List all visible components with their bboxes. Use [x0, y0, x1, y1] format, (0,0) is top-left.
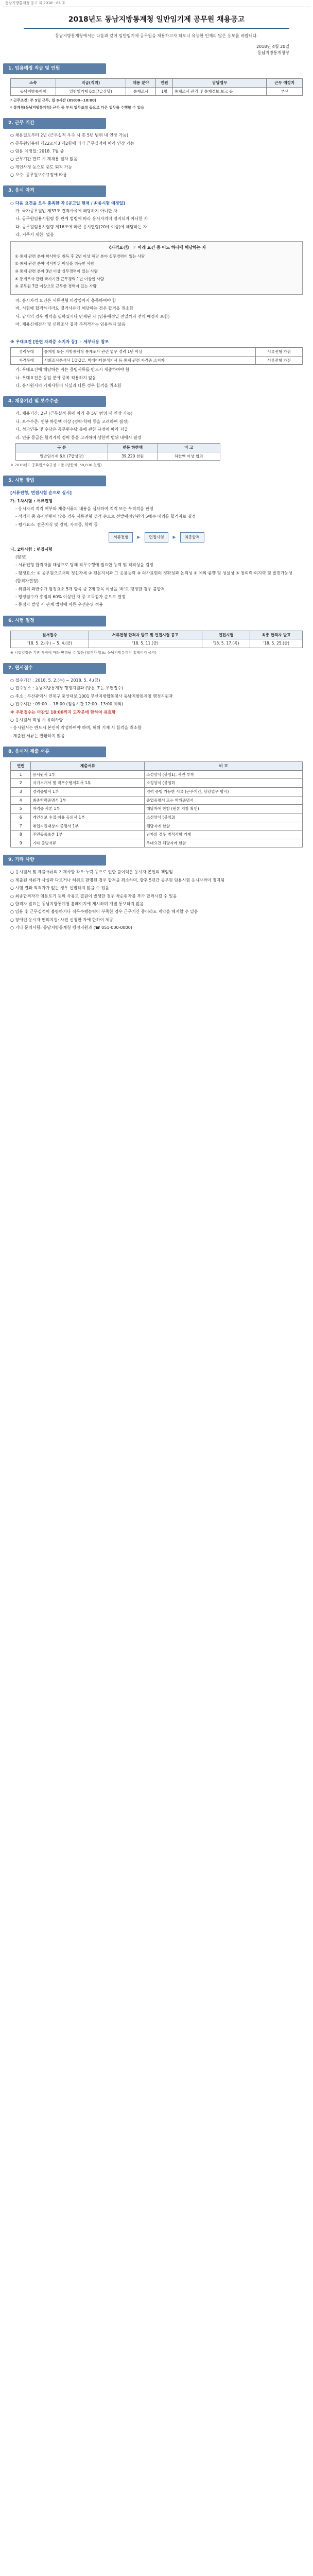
preference-table: [10, 347, 303, 365]
table-cell: 부산: [267, 87, 303, 96]
salary-item: 다. 성과연봉 및 수당은 공무원수당 등에 관한 규정에 따라 지급: [15, 427, 128, 432]
pass-criteria-item: - 동점자 발생 시 관계 법령에 따른 우선순위 적용: [15, 602, 103, 607]
table-cell: 자격증 사본 1부: [31, 805, 145, 814]
section-title: 1. 임용예정 직급 및 인원: [3, 63, 106, 74]
table-cell: 소정양식 (붙임2): [145, 779, 303, 788]
qualification-note: 바. 시험에 합격하더라도 결격사유에 해당하는 경우 합격을 취소함: [15, 306, 133, 311]
box-title: 《자격요건》 ☞ 아래 요건 중 어느 하나에 해당하는 자: [107, 245, 206, 250]
table-header-cell: 근무 예정지: [267, 79, 303, 88]
qualification-item: 다. 공무원임용시험령 제16조에 따른 응시연령(20세 이상)에 해당하는 자: [15, 224, 147, 229]
schedule-note: ※ 시험일정은 기관 사정에 따라 변경될 수 있음 (합격자 발표: 동남지방통계청 홈페이지 공지): [10, 651, 156, 655]
table-cell: 4: [11, 796, 31, 805]
qualification-box: [10, 241, 303, 295]
table-header-cell: 비 고: [145, 762, 303, 771]
application-item: ○ 접수기간 : 2018. 5. 2.(수) ~ 2018. 5. 4.(금): [10, 678, 100, 683]
table-cell: 3: [11, 788, 31, 796]
positions-table: [10, 78, 303, 96]
table-row: [11, 347, 303, 356]
flow-step: 최종합격: [180, 532, 204, 543]
preference-note: 다. 응시원서의 기재사항이 사실과 다른 경우 합격을 취소함: [15, 383, 121, 388]
table-cell: 해당자에 한함 (원본 지참 확인): [145, 805, 303, 814]
note: * 근무조건: 주 5일 근무, 일 8시간 (09:00~18:00): [10, 98, 97, 103]
table-cell: 우대요건 해당자에 한함: [145, 839, 303, 848]
table-cell: 통계조사 관리 및 통계정보 보고 등: [173, 87, 267, 96]
qualification-note: 마. 응시자격 요건은 서류전형 마감일까지 충족하여야 함: [15, 298, 116, 303]
table-cell: 개인정보 수집·이용 동의서 1부: [31, 813, 145, 822]
other-item: ○ 임용 후 근무실적이 불량하거나 직무수행능력이 부족한 경우 근무기간 중이라도 계약을 해지할 수 있음: [10, 909, 198, 914]
table-cell: 1: [11, 770, 31, 779]
date-block: [3, 44, 289, 56]
table-row: [11, 796, 303, 805]
table-cell: 통계청 또는 지방통계청 통계조사 관련 업무 경력 1년 이상: [42, 347, 255, 356]
table-cell: 일반임기제 6호 (7급상당): [16, 452, 108, 461]
table-cell: 남자의 경우 병적사항 기재: [145, 831, 303, 839]
table-header-cell: 인원: [156, 79, 173, 88]
table-cell: 39,220 천원: [108, 452, 158, 461]
section-title: 3. 응시 자격: [3, 185, 106, 196]
table-cell: 자격우대: [11, 356, 43, 365]
work-period-list: [3, 129, 310, 178]
section-application: [3, 663, 310, 739]
table-row: [11, 839, 303, 848]
table-cell: 2: [11, 779, 31, 788]
table-header-cell: 비 고: [158, 443, 220, 452]
table-cell: 서류전형 가점: [256, 356, 303, 365]
table-cell: '18. 5. 25.(금): [250, 639, 303, 648]
table-cell: 자기소개서 및 직무수행계획서 1부: [31, 779, 145, 788]
document-review-item: - 응시자격 적격 여부와 제출서류의 내용을 심사하여 적격 또는 부적격을 판정: [15, 506, 153, 511]
application-note: ○ 응시원서 작성 시 유의사항: [10, 717, 63, 722]
table-cell: 졸업증명서 또는 학위증명서: [145, 796, 303, 805]
table-header-cell: 원서접수: [11, 631, 89, 639]
preference-note: 가. 우대요건에 해당하는 자는 증빙서류를 반드시 제출하여야 함: [15, 367, 130, 372]
section-work-period: [3, 118, 310, 178]
table-cell: 소정양식 (붙임1), 사진 부착: [145, 770, 303, 779]
work-period-item: ○ 공무원임용령 제22조의3 제2항에 따라 근무실적에 따라 연장 가능: [10, 141, 134, 146]
document-review-item: - 적격자 중 응시인원이 많을 경우 서류전형 성적 순으로 선발예정인원의 5배수 내외를 합격자로 결정: [15, 514, 196, 519]
table-cell: 일반임기제 6호(7급상당): [56, 87, 126, 96]
table-row: [11, 87, 303, 96]
page-title: 2018년도 동남지방통계청 일반임기제 공무원 채용공고: [24, 14, 289, 29]
table-cell: '18. 5. 17.(목): [202, 639, 250, 648]
table-cell: 7: [11, 822, 31, 831]
pass-criteria-item: - 위원의 과반수가 평정요소 5개 항목 중 2개 항목 이상을 '하'로 평정한 경우 불합격: [15, 586, 165, 591]
table-header-cell: 연번: [11, 762, 31, 771]
table-row: [11, 813, 303, 822]
arrow-right-icon: ▶: [137, 534, 141, 539]
documents-table: [10, 761, 303, 848]
title-block: [24, 14, 289, 40]
table-row: [11, 788, 303, 796]
other-item: ○ 기타 문의사항: 동남지방통계청 행정지원과 (☎ 051-000-0000): [10, 925, 132, 930]
other-item: ○ 장애인 응시자 편의지원: 사전 신청한 자에 한하여 제공: [10, 917, 114, 922]
table-row: [11, 770, 303, 779]
table-row: [11, 356, 303, 365]
flow-step: 면접시험: [145, 532, 169, 543]
table-cell: 경력 증빙 가능한 서류 (근무기간, 담당업무 명시): [145, 788, 303, 796]
arrow-right-icon: ▶: [172, 534, 176, 539]
application-item: ○ 주소 : 부산광역시 연제구 중앙대로 1001 부산지방합동청사 동남지방통계청 행정지원과: [10, 693, 173, 699]
other-item: ○ 합격자 발표는 동남지방통계청 홈페이지에 게시하며 개별 통보하지 않음: [10, 902, 144, 907]
other-item: ○ 응시원서 및 제출서류의 기재사항 착오·누락 등으로 인한 불이익은 응시자 본인의 책임임: [10, 870, 173, 875]
application-note: - 제출된 서류는 반환하지 않음: [10, 733, 65, 738]
table-header-cell: 제출서류: [31, 762, 145, 771]
qualification-requirement: ⑤ 공무원 7급 이상으로 근무한 경력이 있는 사람: [15, 284, 97, 289]
intro-text: 동남지방통계청에서는 다음과 같이 일반임기제 공무원을 채용하고자 하오니 유능한 인재의 많은 응모를 바랍니다.: [55, 33, 258, 39]
table-row: [11, 822, 303, 831]
table-row: [11, 805, 303, 814]
qualification-lead: ○ 다음 요건을 모두 충족한 자 [공고일 현재 / 최종시험 예정일]: [10, 200, 125, 206]
exam-stage-1: 가. 1차시험 : 서류전형: [10, 498, 53, 503]
table-cell: 통계조사: [126, 87, 156, 96]
table-cell: 취업지원대상자 증명서 1부: [31, 822, 145, 831]
document-review-item: - 평가요소: 전문지식 및 경력, 자격증, 학력 등: [15, 522, 98, 527]
work-period-item: ○ 보수: 공무원보수규정에 따름: [10, 173, 67, 178]
qualification-note: 아. 채용신체검사 및 신원조사 결과 부적격자는 임용하지 않음: [15, 322, 126, 327]
schedule-table: [10, 631, 303, 648]
section-title: 7. 원서접수: [3, 663, 106, 674]
issuer-name: 동남지방통계청장: [257, 50, 289, 56]
table-cell: 응시원서 1부: [31, 770, 145, 779]
flow-step: 서류전형: [109, 532, 133, 543]
qualification-requirement: ① 통계 관련 분야 학사학위 취득 후 2년 이상 해당 분야 실무경력이 있는 사람: [15, 253, 145, 259]
table-cell: 사회조사분석사 1급·2급, 빅데이터분석기사 등 통계 관련 자격증 소지자: [42, 356, 255, 365]
table-header-cell: 면접시험: [202, 631, 250, 639]
section-schedule: [3, 616, 310, 656]
section-exam-method: [3, 476, 310, 608]
salary-item: 가. 채용기간: 2년 (근무실적 등에 따라 총 5년 범위 내 연장 가능): [15, 411, 133, 416]
other-item: ○ 시험 결과 적격자가 없는 경우 선발하지 않을 수 있음: [10, 886, 110, 891]
table-cell: '18. 5. 2.(수) ~ 5. 4.(금): [11, 639, 89, 648]
work-period-item: ○ 채용일로부터 2년 (근무실적 우수 시 총 5년 범위 내 연장 가능): [10, 133, 129, 138]
table-cell: 6: [11, 813, 31, 822]
top-bar: [3, 0, 310, 7]
note: * 통계청(동남지방통계청) 근무 중 부서 업무조정 등으로 다른 업무를 수행할 수 있음: [10, 106, 145, 110]
qualification-item: 라. 거주지 제한: 없음: [15, 232, 54, 238]
section-preference: [3, 335, 310, 389]
salary-note: ※ 2018년도 공무원보수규정 기준 (상한액: 58,830 천원): [10, 463, 102, 468]
qualification-requirement: ③ 통계 관련 분야 3년 이상 실무경력이 있는 사람: [15, 269, 98, 274]
section-title: 9. 기타 사항: [3, 855, 106, 866]
preference-note: 나. 우대요건은 동일 분야 중복 적용하지 않음: [15, 375, 96, 380]
section-qualifications: [3, 185, 310, 328]
table-header-cell: 연봉 하한액: [108, 443, 158, 452]
table-row: [11, 831, 303, 839]
eval-head: (평정): [15, 555, 27, 560]
table-cell: 소정양식 (붙임3): [145, 813, 303, 822]
table-cell: 5: [11, 805, 31, 814]
table-cell: 경력증명서 1부: [31, 788, 145, 796]
qualification-requirement: ② 통계 관련 분야 석사학위 이상을 취득한 사람: [15, 261, 94, 266]
exam-stage-2: 나. 2차시험 : 면접시험: [10, 547, 53, 552]
exam-intro: [서류전형, 면접시험 순으로 실시]: [10, 490, 72, 496]
table-cell: 주민등록초본 1부: [31, 831, 145, 839]
other-item: ○ 최종합격자가 임용포기 등의 사유로 결원이 발생한 경우 차순위자를 추가 합격시킬 수 있음: [10, 893, 177, 899]
application-item: ○ 접수시간 : 09:00 ~ 18:00 (점심시간 12:00~13:00 제외): [10, 702, 124, 707]
table-cell: 경력우대: [11, 347, 43, 356]
table-row: [11, 639, 303, 648]
table-cell: 1명: [156, 87, 173, 96]
table-cell: 하한액 이상 협의: [158, 452, 220, 461]
salary-item: 나. 보수수준: 연봉 하한액 이상 (경력·학력 등을 고려하여 결정): [15, 419, 129, 424]
table-header-cell: 최종 합격자 발표: [250, 631, 303, 639]
table-header-cell: 채용 분야: [126, 79, 156, 88]
work-period-item: ○ 개인사정 등으로 중도 퇴직 가능: [10, 164, 73, 170]
table-header-cell: 서류전형 합격자 발표 및 면접시험 공고: [89, 631, 202, 639]
table-cell: 8: [11, 831, 31, 839]
table-header-cell: 소속: [11, 79, 56, 88]
other-item: ○ 제출된 서류가 사실과 다르거나 허위로 판명된 경우 합격을 취소하며, 향후 5년간 공무원 임용시험 응시자격이 정지됨: [10, 877, 224, 883]
pass-criteria-item: - 평정점수가 총점의 60% 이상인 자 중 고득점자 순으로 결정: [15, 595, 126, 600]
section-title: 4. 채용기간 및 보수수준: [3, 396, 106, 407]
qualification-item: 가. 국가공무원법 제33조 결격사유에 해당하지 아니한 자: [15, 208, 117, 213]
section-title: 2. 근무 기간: [3, 118, 106, 129]
salary-table: [15, 443, 220, 461]
section-title: 6. 시험 일정: [3, 616, 106, 626]
section-title: 5. 시험 방법: [3, 476, 106, 486]
application-note: - 응시원서는 반드시 본인이 작성하여야 하며, 허위 기재 시 합격을 취소함: [10, 725, 142, 731]
interview-item: - 평정요소: ① 공무원으로서의 정신자세 ② 전문지식과 그 응용능력 ③ 의사표현의 정확성과 논리성 ④ 예의·품행 및 성실성 ⑤ 창의력·의지력 및 발전가능성: [15, 570, 292, 575]
application-warning: ※ 우편접수는 마감일 18:00까지 도착분에 한하여 유효함: [10, 709, 116, 715]
qualification-item: 나. 공무원임용시험령 등 관계 법령에 따라 응시자격이 정지되지 아니한 자: [15, 216, 148, 222]
application-item: ○ 접수장소 : 동남지방통계청 행정지원과 (방문 또는 우편접수): [10, 686, 124, 691]
table-row: [11, 779, 303, 788]
table-cell: 기타 증빙서류: [31, 839, 145, 848]
qualification-requirement: ④ 통계조사 관련 국가기관 근무경력 1년 이상인 사람: [15, 276, 105, 281]
pass-head: (합격자결정): [15, 579, 39, 584]
preference-title: ※ 우대요건 [관련 자격증 소지자 등] ☞ 세부내용 참조: [10, 339, 109, 344]
qualification-note: 사. 남자의 경우 병역을 필하였거나 면제된 자 (임용예정일 전일까지 전역 예정자 포함): [15, 314, 170, 319]
table-header-cell: 직급(직위): [56, 79, 126, 88]
table-cell: 9: [11, 839, 31, 848]
table-cell: 동남지방통계청: [11, 87, 56, 96]
salary-item: 라. 연봉 등급은 합격자의 경력 등을 고려하여 상한액 범위 내에서 결정: [15, 435, 142, 440]
section-title: 8. 응시자 제출 서류: [3, 747, 106, 757]
table-row: [16, 452, 220, 461]
section-other: [3, 855, 310, 931]
table-header-cell: 담당업무: [173, 79, 267, 88]
table-cell: '18. 5. 11.(금): [89, 639, 202, 648]
announcement-date: 2018년 4월 20일: [256, 44, 289, 49]
work-period-item: ○ 근무기간 만료 시 재채용 절차 없음: [10, 157, 78, 162]
exam-flow: [10, 532, 303, 543]
table-cell: 최종학력증명서 1부: [31, 796, 145, 805]
interview-item: - 서류전형 합격자를 대상으로 당해 직무수행에 필요한 능력 및 적격성을 검정: [15, 563, 153, 568]
table-header-cell: 구 분: [16, 443, 108, 452]
announcement-number: 동남지방통계청 공고 제 2018 - 85 호: [5, 1, 65, 6]
work-period-item: ○ 임용 예정일: 2018. 7월 중: [10, 148, 64, 154]
section-salary: [3, 396, 310, 468]
table-cell: 해당자에 한함: [145, 822, 303, 831]
section-positions: [3, 63, 310, 111]
table-cell: 서류전형 가점: [256, 347, 303, 356]
section-documents: [3, 747, 310, 848]
